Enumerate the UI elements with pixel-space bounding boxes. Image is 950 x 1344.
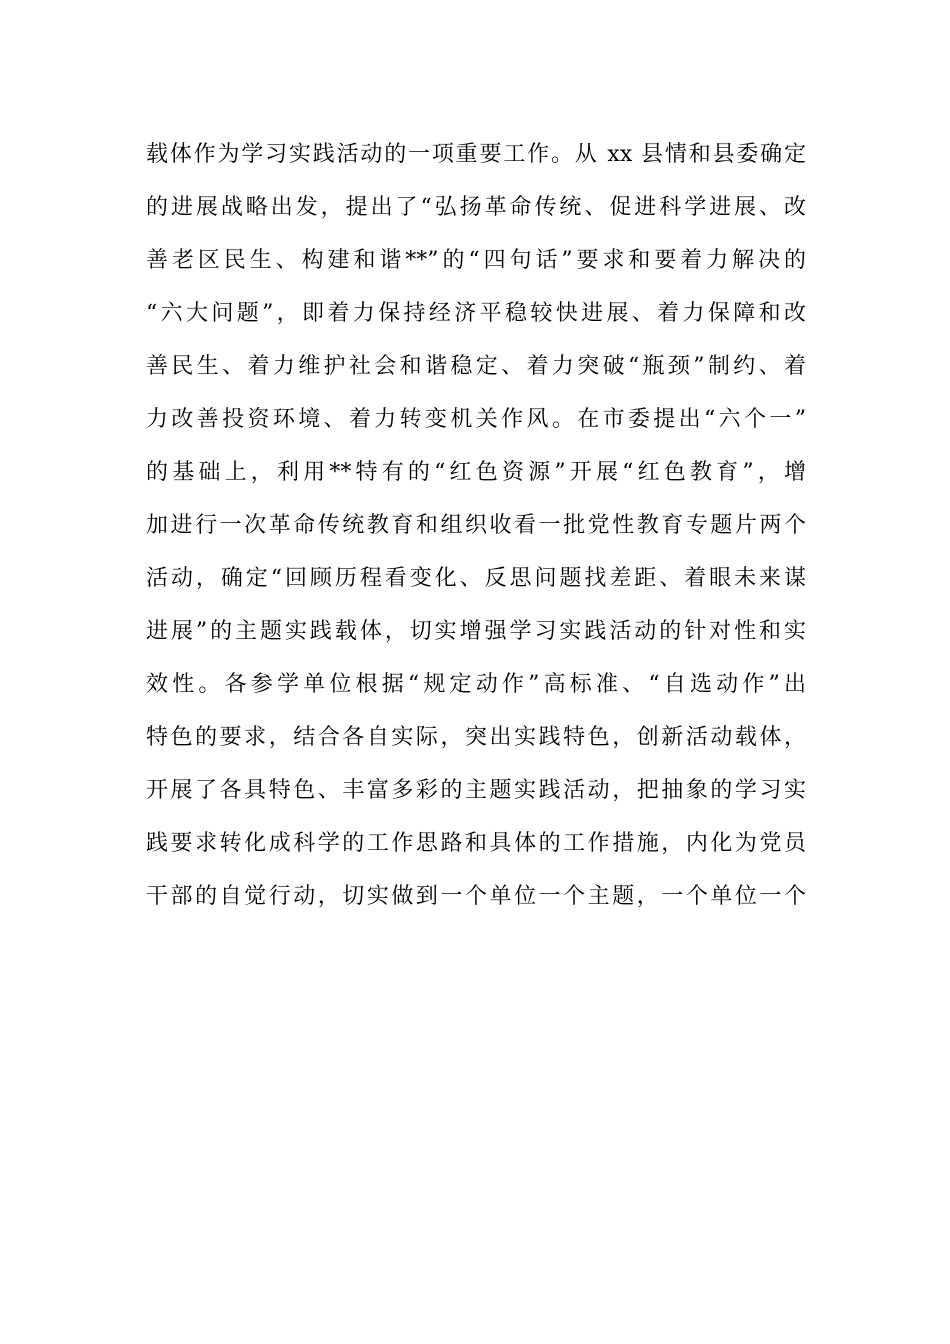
text-line: 善民生、着力维护社会和谐稳定、着力突破“瓶颈”制约、着: [146, 354, 806, 379]
text-line: 特色的要求，结合各自实际，突出实践特色，创新活动载体，: [146, 725, 806, 750]
body-text: [146, 128, 806, 923]
text-line: 加进行一次革命传统教育和组织收看一批党性教育专题片两个: [146, 513, 806, 538]
text-line: 进展”的主题实践载体，切实增强学习实践活动的针对性和实: [146, 619, 806, 644]
text-line: 效性。各参学单位根据“规定动作”高标准、“自选动作”出: [146, 672, 806, 697]
text-line: 载体作为学习实践活动的一项重要工作。从 xx 县情和县委确定: [146, 142, 806, 167]
text-line: “六大问题”，即着力保持经济平稳较快进展、着力保障和改: [146, 301, 806, 326]
text-line: 活动，确定“回顾历程看变化、反思问题找差距、着眼未来谋: [146, 566, 806, 591]
text-line: 开展了各具特色、丰富多彩的主题实践活动，把抽象的学习实: [146, 778, 806, 803]
text-line: 的进展战略出发，提出了“弘扬革命传统、促进科学进展、改: [146, 195, 806, 220]
text-line: 善老区民生、构建和谐**”的“四句话”要求和要着力解决的: [146, 248, 806, 273]
text-line: 干部的自觉行动，切实做到一个单位一个主题，一个单位一个: [146, 884, 806, 909]
text-line: 的基础上，利用**特有的“红色资源”开展“红色教育”，增: [146, 460, 806, 485]
text-line: 力改善投资环境、着力转变机关作风。在市委提出“六个一”: [146, 407, 806, 432]
text-line: 践要求转化成科学的工作思路和具体的工作措施，内化为党员: [146, 831, 806, 856]
